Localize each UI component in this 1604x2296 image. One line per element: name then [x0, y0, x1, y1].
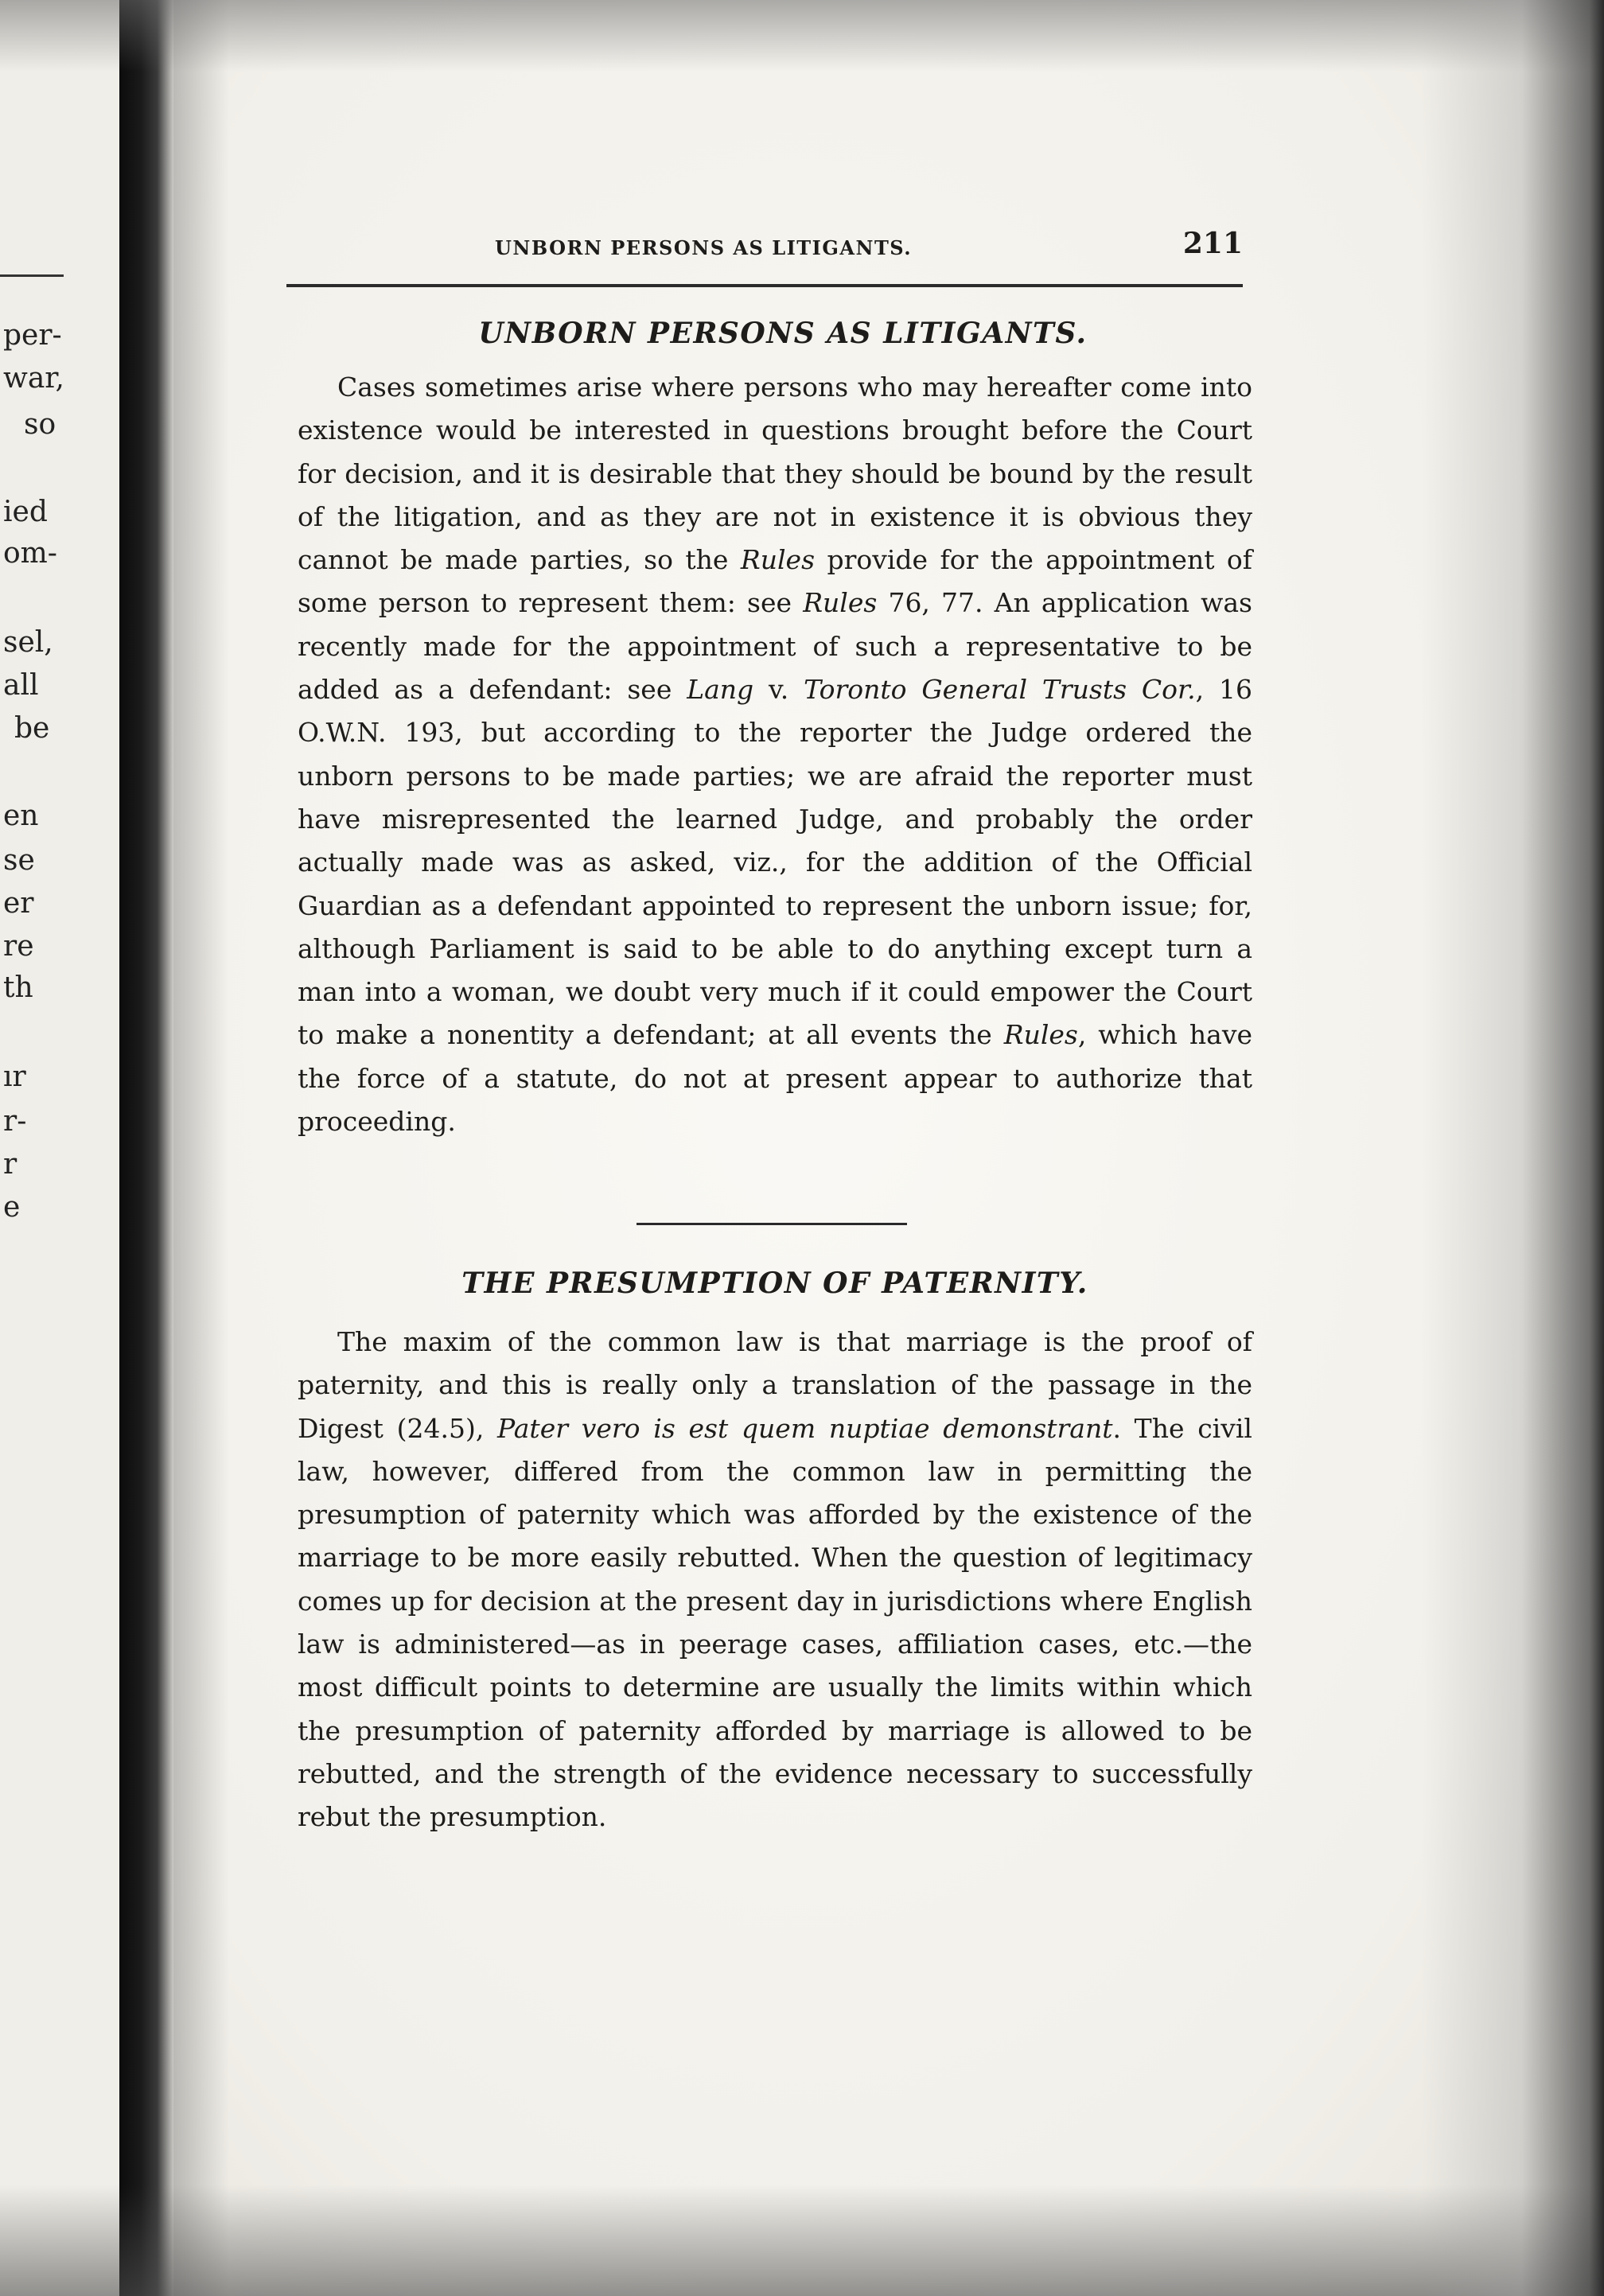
section-paragraph: Cases sometimes arise where persons who may hereafter come into existence would be interested in questions brought before the Court for decision, and it is desirable that they should be bound by the result of the litigation, and as they are not in existence it is obvious they cannot be made parties, so the Rules provide for the appointment of some person to represent them: see Rules 76, 77. An application was recently made for the appointment of such a representative to be added as a defendant: see Lang v. Toronto General Trusts Cor., 16 O.W.N. 193, but according to the reporter the Judge ordered the unborn persons to be made parties; we are afraid the reporter must have misrepresented the learned Judge, and probably the order actually made was as asked, viz., for the addition of the Official Guardian as a defendant appointed to represent the unborn issue; for, although Parliament is said to be able to do anything except turn a man into a woman, we doubt very much if it could empower the Court to make a nonentity a defendant; at all events the Rules, which have the force of a statute, do not at present appear to authorize that proceeding. [298, 372, 1252, 1138]
previous-page-fragment: se [3, 844, 35, 877]
rules-reference: Rules [1003, 1019, 1078, 1051]
bottom-edge-shadow [0, 2185, 1604, 2296]
rules-reference: Rules [740, 544, 816, 576]
rules-reference: Rules [803, 587, 878, 619]
case-name: Lang [687, 674, 754, 706]
previous-page-fragment: per- [3, 319, 62, 352]
previous-page-fragment: r- [3, 1105, 27, 1138]
previous-page-fragment: all [3, 669, 39, 702]
section-paragraph: The maxim of the common law is that marriage is the proof of paternity, and this is really only a translation of the passage in the Digest (24.5), Pater vero is est quem nuptiae demonstrant. The civil law, however, differed from the common law in permitting the presumption of paternity which was afforded by the existence of the marriage to be more easily rebutted. When the question of legitimacy comes up for decision at the present day in jurisdictions where English law is administered—as in peerage cases, affiliation cases, etc.—the most difficult points to determine are usually the limits within which the presumption of paternity afforded by marriage is allowed to be rebutted, and the strength of the evidence necessary to successfully rebut the presumption. [298, 1326, 1252, 1833]
right-edge-shadow [1421, 0, 1604, 2296]
section-unborn-persons [298, 317, 1252, 1143]
previous-page-fragment: ied [3, 496, 48, 528]
previous-page-fragment: om- [3, 537, 57, 570]
section-heading: UNBORN PERSONS AS LITIGANTS. [478, 317, 1088, 350]
previous-page-fragment: be [14, 712, 50, 745]
gutter-shadow [173, 0, 229, 2296]
previous-page-fragment: th [3, 971, 33, 1004]
section-presumption-of-paternity [298, 1267, 1252, 1839]
previous-page-fragment: sel, [3, 626, 53, 659]
header-rule [286, 284, 1243, 287]
previous-page-rule [0, 274, 64, 277]
previous-page-fragment: ır [3, 1060, 26, 1093]
previous-page-fragment: er [3, 887, 34, 920]
running-head: UNBORN PERSONS AS LITIGANTS. [495, 236, 913, 259]
previous-page-fragment: e [3, 1191, 21, 1224]
top-edge-shadow [0, 0, 1604, 72]
section-heading: THE PRESUMPTION OF PATERNITY. [461, 1267, 1088, 1300]
previous-page-fragment: r [3, 1148, 18, 1181]
case-name: Toronto General Trusts Cor. [804, 674, 1196, 706]
latin-maxim: Pater vero is est quem nuptiae demonstrant [497, 1412, 1113, 1444]
section-divider [637, 1223, 907, 1225]
book-gutter [119, 0, 173, 2296]
previous-page-fragment: war, [3, 362, 64, 395]
previous-page-fragment: so [24, 408, 56, 441]
previous-page-fragment: re [3, 930, 34, 963]
page-number: 211 [1182, 227, 1243, 260]
previous-page-edge [0, 0, 119, 2296]
page-header [296, 225, 1243, 270]
previous-page-fragment: en [3, 800, 39, 832]
